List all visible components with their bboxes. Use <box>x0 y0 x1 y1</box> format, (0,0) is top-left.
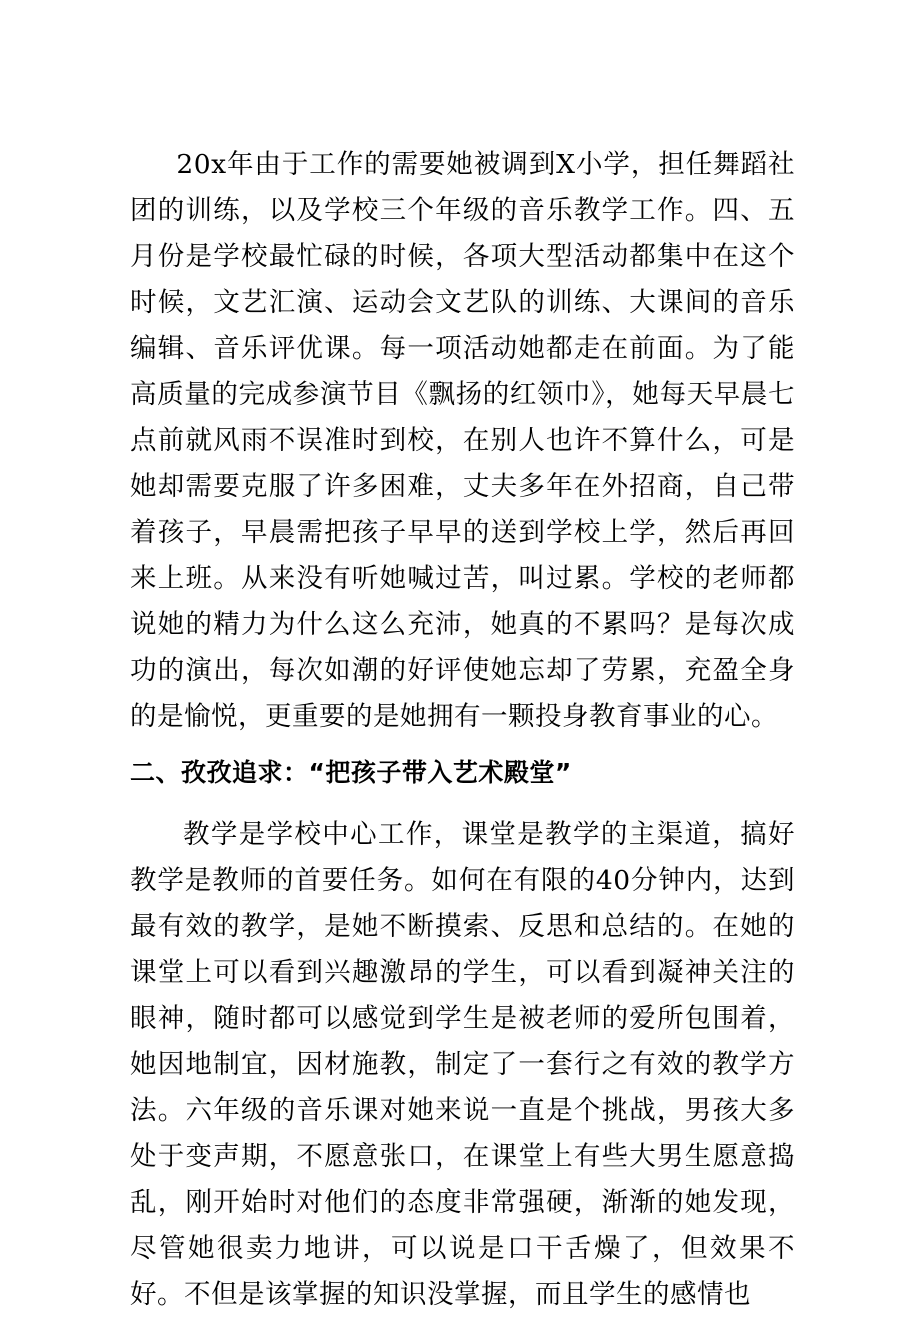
paragraph-dance-club: 20x年由于工作的需要她被调到X小学，担任舞蹈社团的训练，以及学校三个年级的音乐教学工作。四、五月份是学校最忙碌的时候，各项大型活动都集中在这个时候，文艺汇演、运动会文艺队的训练、大课间的音乐编辑、音乐评优课。每一项活动她都走在前面。为了能高质量的完成参演节目《飘扬的红领巾》，她每天早晨七点前就风雨不误准时到校，在别人也许不算什么，可是她却需要克服了许多困难，丈夫多年在外招商，自己带着孩子，早晨需把孩子早早的送到学校上学，然后再回来上班。从来没有听她喊过苦，叫过累。学校的老师都说她的精力为什么这么充沛，她真的不累吗？是每次成功的演出，每次如潮的好评使她忘却了劳累，充盈全身的是愉悦，更重要的是她拥有一颗投身教育事业的心。 <box>130 149 795 732</box>
paragraph-teaching: 教学是学校中心工作，课堂是教学的主渠道，搞好教学是教师的首要任务。如何在有限的40分钟内，达到最有效的教学，是她不断摸索、反思和总结的。在她的课堂上可以看到兴趣激昂的学生，可以看到凝神关注的眼神，随时都可以感觉到学生是被老师的爱所包围着，她因地制宜，因材施教，制定了一套行之有效的教学方法。六年级的音乐课对她来说一直是个挑战，男孩大多处于变声期，不愿意张口，在课堂上有些大男生愿意捣乱，刚开始时对他们的态度非常强硬，渐渐的她发现，尽管她很卖力地讲，可以说是口干舌燥了，但效果不好。不但是该掌握的知识没掌握，而且学生的感情也 <box>130 819 795 1310</box>
section-heading: 二、孜孜追求：“把孩子带入艺术殿堂” <box>130 758 572 787</box>
